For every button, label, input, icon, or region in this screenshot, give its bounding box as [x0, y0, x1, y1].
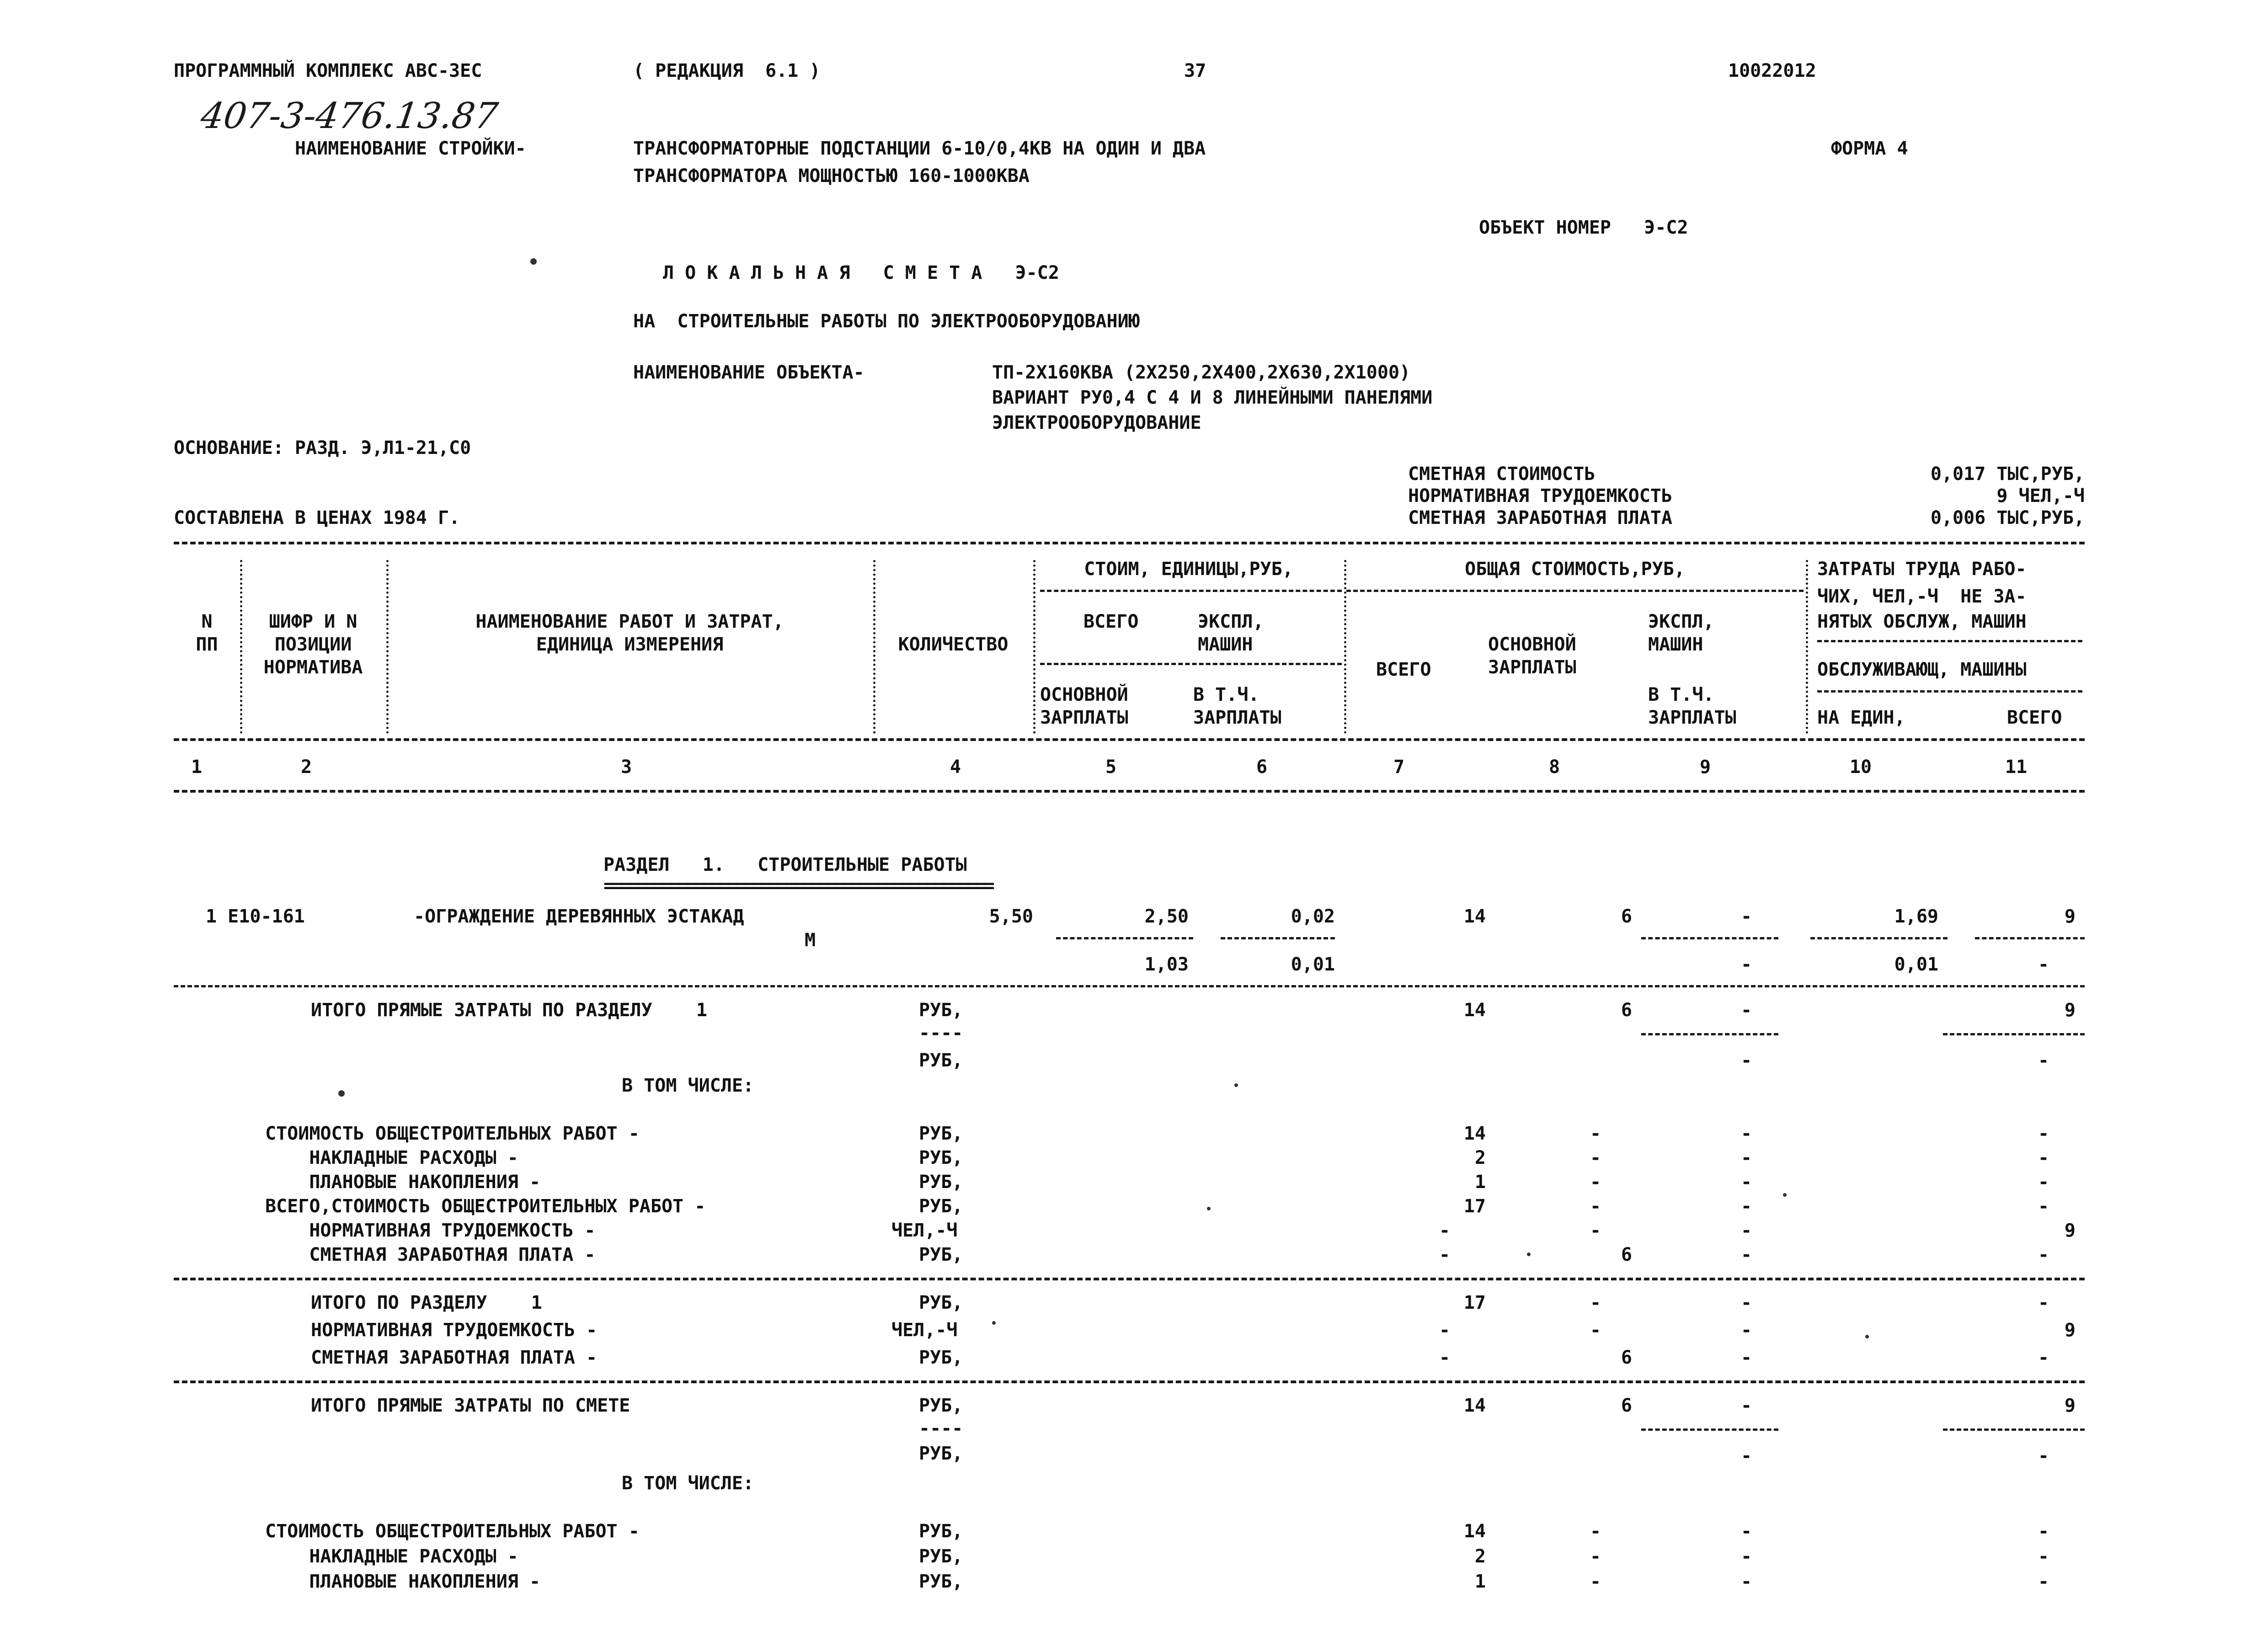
- page-number: 37: [1184, 60, 1206, 81]
- direct-costs-labor-2: -: [2038, 1050, 2049, 1071]
- breakdown-machines: -: [1740, 1571, 1752, 1592]
- breakdown-total: 2: [1474, 1147, 1486, 1168]
- estimate-direct-dashes: ----: [919, 1418, 963, 1439]
- breakdown-unit: РУБ,: [919, 1147, 963, 1168]
- item-machines: -: [1740, 906, 1752, 927]
- breakdown-unit: РУБ,: [919, 1196, 963, 1217]
- header-mid-rule: [174, 738, 2085, 741]
- prices-note: СОСТАВЛЕНА В ЦЕНАХ 1984 Г.: [174, 507, 460, 528]
- col-total-incl-2: ЗАРПЛАТЫ: [1648, 707, 1736, 728]
- breakdown-machines: -: [1740, 1220, 1752, 1241]
- divider: [1943, 1428, 2085, 1431]
- estimate-direct-unit: РУБ,: [919, 1395, 963, 1416]
- document-number: 10022012: [1728, 60, 1816, 81]
- item-unit-total: 2,50: [1144, 906, 1189, 927]
- breakdown-machines: -: [1740, 1521, 1752, 1542]
- total-value: -: [1439, 1320, 1451, 1341]
- object-line-1: ТП-2X160КВА (2X250,2X400,2X630,2X1000): [992, 362, 1411, 383]
- section-underline: ===============================================: [603, 875, 992, 896]
- scan-speck: [530, 258, 537, 265]
- direct-costs-dashes: ----: [919, 1023, 963, 1044]
- scan-speck: [338, 1090, 345, 1097]
- breakdown-base: -: [1590, 1172, 1601, 1193]
- estimate-direct-machines: -: [1740, 1395, 1752, 1416]
- direct-costs-machines: -: [1740, 1000, 1752, 1021]
- total-machines: -: [1740, 1347, 1752, 1368]
- col-total-mach-2: МАШИН: [1648, 634, 1703, 655]
- col-number: 11: [2005, 757, 2028, 778]
- total-value: -: [1439, 1347, 1451, 1368]
- breakdown-base: -: [1590, 1220, 1601, 1241]
- col-number: 2: [300, 757, 312, 778]
- breakdown-label: СТОИМОСТЬ ОБЩЕСТРОИТЕЛЬНЫХ РАБОТ -: [265, 1123, 640, 1144]
- breakdown-label: НОРМАТИВНАЯ ТРУДОЕМКОСТЬ -: [265, 1220, 596, 1241]
- total-unit: ЧЕЛ,-Ч: [891, 1320, 958, 1341]
- total-unit: РУБ,: [919, 1292, 963, 1313]
- total-machines: -: [1740, 1320, 1752, 1341]
- item-code: 1 Е10-161: [206, 906, 305, 927]
- col-total-base-1: ОСНОВНОЙ: [1488, 634, 1576, 655]
- summary-label-wages: СМЕТНАЯ ЗАРАБОТНАЯ ПЛАТА: [1408, 507, 1672, 528]
- object-line-3: ЭЛЕКТРООБОРУДОВАНИЕ: [992, 412, 1201, 433]
- breakdown-label: ПЛАНОВЫЕ НАКОПЛЕНИЯ -: [265, 1571, 541, 1592]
- header-bottom-rule: [174, 790, 2085, 793]
- scan-speck: [992, 1321, 996, 1325]
- breakdown-base: 6: [1621, 1244, 1632, 1265]
- form-label: ФОРМА 4: [1831, 138, 1908, 159]
- breakdown-machines: -: [1740, 1546, 1752, 1567]
- col-pp-label: ПП: [196, 634, 218, 655]
- total-labor: -: [2038, 1347, 2049, 1368]
- col-total-mach-1: ЭКСПЛ,: [1648, 611, 1714, 632]
- construction-line-2: ТРАНСФОРМАТОРА МОЩНОСТЬЮ 160-1000КВА: [633, 165, 1030, 187]
- col-total-all: ВСЕГО: [1376, 659, 1431, 680]
- breakdown-labor: -: [2038, 1546, 2049, 1567]
- col-number: 1: [191, 757, 203, 778]
- col-unit-incl-2: ЗАРПЛАТЫ: [1193, 707, 1281, 728]
- col-labor-2: ЧИХ, ЧЕЛ,-Ч НЕ ЗА-: [1817, 586, 2027, 607]
- construction-line-1: ТРАНСФОРМАТОРНЫЕ ПОДСТАНЦИИ 6-10/0,4КВ НА ОДИН И ДВА: [633, 138, 1206, 159]
- separator: [1806, 560, 1808, 734]
- item-labor-total: 9: [2064, 906, 2076, 927]
- col-unit-incl-1: В Т.Ч.: [1193, 684, 1259, 705]
- breakdown-unit: РУБ,: [919, 1123, 963, 1144]
- col-code-3: НОРМАТИВА: [263, 657, 363, 678]
- breakdown-unit: РУБ,: [919, 1244, 963, 1265]
- breakdown-label: ВСЕГО,СТОИМОСТЬ ОБЩЕСТРОИТЕЛЬНЫХ РАБОТ -: [265, 1196, 706, 1217]
- col-number: 4: [950, 757, 961, 778]
- breakdown-machines: -: [1740, 1123, 1752, 1144]
- item-labor-service: 0,01: [1894, 954, 1938, 975]
- col-labor-service: ОБСЛУЖИВАЮЩ, МАШИНЫ: [1817, 659, 2027, 680]
- total-base: -: [1590, 1292, 1601, 1313]
- col-unit-base-1: ОСНОВНОЙ: [1040, 684, 1128, 705]
- breakdown-unit: РУБ,: [919, 1571, 963, 1592]
- item-unit: М: [805, 930, 816, 951]
- col-code-2: ПОЗИЦИИ: [274, 634, 352, 655]
- total-base: -: [1590, 1320, 1601, 1341]
- construction-label: НАИМЕНОВАНИЕ СТРОЙКИ-: [295, 138, 526, 159]
- breakdown-machines: -: [1740, 1196, 1752, 1217]
- direct-costs-machines-2: -: [1740, 1050, 1752, 1071]
- breakdown-unit: РУБ,: [919, 1546, 963, 1567]
- divider: [1975, 937, 2085, 939]
- col-unit-base-2: ЗАРПЛАТЫ: [1040, 707, 1128, 728]
- breakdown-base: -: [1590, 1123, 1601, 1144]
- handwritten-code: 407-3-476.13.87: [198, 96, 501, 137]
- col-name-2: ЕДИНИЦА ИЗМЕРЕНИЯ: [536, 634, 724, 655]
- divider: [1040, 590, 1342, 592]
- total-labor: -: [2038, 1292, 2049, 1313]
- breakdown-label: СТОИМОСТЬ ОБЩЕСТРОИТЕЛЬНЫХ РАБОТ -: [265, 1521, 640, 1542]
- col-number: 10: [1849, 757, 1872, 778]
- estimate-total-rule: [174, 1380, 2085, 1383]
- total-labor: 9: [2064, 1320, 2076, 1341]
- breakdown-unit: ЧЕЛ,-Ч: [891, 1220, 958, 1241]
- col-unit-cost: СТОИМ, ЕДИНИЦЫ,РУБ,: [1084, 559, 1293, 580]
- col-name-1: НАИМЕНОВАНИЕ РАБОТ И ЗАТРАТ,: [475, 611, 784, 632]
- divider: [1346, 590, 1804, 592]
- scan-speck: [1527, 1253, 1531, 1256]
- row-rule: [174, 985, 2085, 987]
- breakdown-unit: РУБ,: [919, 1521, 963, 1542]
- total-label: НОРМАТИВНАЯ ТРУДОЕМКОСТЬ -: [311, 1320, 598, 1341]
- direct-costs-base-pay: 6: [1621, 1000, 1632, 1021]
- including-heading: В ТОМ ЧИСЛЕ:: [622, 1075, 754, 1096]
- col-total-cost: ОБЩАЯ СТОИМОСТЬ,РУБ,: [1465, 559, 1685, 580]
- object-number: ОБЪЕКТ НОМЕР Э-С2: [1479, 217, 1688, 238]
- col-total-base-2: ЗАРПЛАТЫ: [1488, 657, 1576, 678]
- breakdown-machines: -: [1740, 1147, 1752, 1168]
- scan-speck: [1865, 1335, 1869, 1338]
- divider: [1641, 937, 1778, 939]
- total-value: 17: [1463, 1292, 1486, 1313]
- col-unit-total: ВСЕГО: [1083, 611, 1139, 632]
- col-number: 6: [1256, 757, 1268, 778]
- divider: [1641, 1033, 1778, 1035]
- object-label: НАИМЕНОВАНИЕ ОБЪЕКТА-: [633, 362, 865, 383]
- estimate-direct-labor: 9: [2064, 1395, 2076, 1416]
- column-separators: [174, 560, 2085, 752]
- col-labor-total: ВСЕГО: [2007, 707, 2062, 728]
- summary-value-labor: 9 ЧЕЛ,-Ч: [1996, 485, 2085, 506]
- total-label: ИТОГО ПО РАЗДЕЛУ 1: [311, 1292, 542, 1313]
- col-number: 7: [1393, 757, 1405, 778]
- col-labor-3: НЯТЫХ ОБСЛУЖ, МАШИН: [1817, 611, 2027, 632]
- item-qty: 5,50: [989, 906, 1033, 927]
- divider: [1056, 937, 1193, 939]
- total-base: 6: [1621, 1347, 1632, 1368]
- divider: [1040, 663, 1342, 665]
- direct-costs-unit-2: РУБ,: [919, 1050, 963, 1071]
- edition: ( РЕДАКЦИЯ 6.1 ): [633, 60, 821, 81]
- breakdown-total: 17: [1463, 1196, 1486, 1217]
- col-unit-mach-2: МАШИН: [1198, 634, 1253, 655]
- estimate-direct-unit-2: РУБ,: [919, 1443, 963, 1464]
- item-total: 14: [1463, 906, 1486, 927]
- scan-speck: [1783, 1193, 1787, 1197]
- breakdown-labor: -: [2038, 1571, 2049, 1592]
- estimate-title: Л О К А Л Ь Н А Я С М Е Т А Э-С2: [663, 262, 1059, 283]
- divider: [1221, 937, 1335, 939]
- breakdown-label: НАКЛАДНЫЕ РАСХОДЫ -: [265, 1546, 518, 1567]
- item-unit-machines: 0,02: [1291, 906, 1335, 927]
- basis: ОСНОВАНИЕ: РАЗД. Э,Л1-21,С0: [174, 437, 471, 458]
- program-name: ПРОГРАММНЫЙ КОМПЛЕКС АВС-3ЕС: [174, 60, 482, 81]
- breakdown-total: 1: [1474, 1172, 1486, 1193]
- direct-costs-labor: 9: [2064, 1000, 2076, 1021]
- col-labor-unit: НА ЕДИН,: [1817, 707, 1905, 728]
- object-line-2: ВАРИАНТ РУ0,4 С 4 И 8 ЛИНЕЙНЫМИ ПАНЕЛЯМИ: [992, 387, 1433, 408]
- section-total-rule: [174, 1278, 2085, 1280]
- summary-value-wages: 0,006 ТЫС,РУБ,: [1930, 507, 2085, 528]
- scan-speck: [1234, 1083, 1238, 1087]
- breakdown-labor: 9: [2064, 1220, 2076, 1241]
- breakdown-label: СМЕТНАЯ ЗАРАБОТНАЯ ПЛАТА -: [265, 1244, 596, 1265]
- section-title: РАЗДЕЛ 1. СТРОИТЕЛЬНЫЕ РАБОТЫ: [603, 854, 967, 875]
- breakdown-labor: -: [2038, 1147, 2049, 1168]
- breakdown-labor: -: [2038, 1196, 2049, 1217]
- direct-costs-label: ИТОГО ПРЯМЫЕ ЗАТРАТЫ ПО РАЗДЕЛУ 1: [311, 1000, 707, 1021]
- divider: [1943, 1033, 2085, 1035]
- estimate-subtitle: НА СТРОИТЕЛЬНЫЕ РАБОТЫ ПО ЭЛЕКТРООБОРУДОВАНИЮ: [633, 311, 1140, 332]
- divider: [1817, 640, 2082, 642]
- scan-speck: [1207, 1207, 1211, 1210]
- breakdown-labor: -: [2038, 1123, 2049, 1144]
- breakdown-label: ПЛАНОВЫЕ НАКОПЛЕНИЯ -: [265, 1172, 541, 1193]
- separator: [1033, 560, 1035, 734]
- breakdown-labor: -: [2038, 1521, 2049, 1542]
- summary-value-cost: 0,017 ТЫС,РУБ,: [1930, 464, 2085, 485]
- breakdown-base: -: [1590, 1571, 1601, 1592]
- item-name: -ОГРАЖДЕНИЕ ДЕРЕВЯННЫХ ЭСТАКАД: [414, 906, 744, 927]
- total-unit: РУБ,: [919, 1347, 963, 1368]
- total-machines: -: [1740, 1292, 1752, 1313]
- estimate-direct-label: ИТОГО ПРЯМЫЕ ЗАТРАТЫ ПО СМЕТЕ: [311, 1395, 630, 1416]
- item-unit-base-pay: 1,03: [1144, 954, 1189, 975]
- breakdown-labor: -: [2038, 1244, 2049, 1265]
- breakdown-total: 14: [1463, 1521, 1486, 1542]
- direct-costs-unit: РУБ,: [919, 1000, 963, 1021]
- item-labor-unit: 1,69: [1894, 906, 1938, 927]
- col-number: 3: [620, 757, 632, 778]
- breakdown-total: 14: [1463, 1123, 1486, 1144]
- total-label: СМЕТНАЯ ЗАРАБОТНАЯ ПЛАТА -: [311, 1347, 598, 1368]
- estimate-direct-total: 14: [1463, 1395, 1486, 1416]
- item-incl-pay: -: [1740, 954, 1752, 975]
- breakdown-base: -: [1590, 1196, 1601, 1217]
- item-base-pay: 6: [1621, 906, 1632, 927]
- col-qty: КОЛИЧЕСТВО: [898, 634, 1009, 655]
- estimate-direct-machines-2: -: [1740, 1445, 1752, 1466]
- breakdown-base: -: [1590, 1521, 1601, 1542]
- col-code-1: ШИФР И N: [269, 611, 358, 632]
- including-heading-2: В ТОМ ЧИСЛЕ:: [622, 1473, 754, 1494]
- breakdown-machines: -: [1740, 1172, 1752, 1193]
- divider: [1810, 937, 1948, 939]
- col-n-label: N: [201, 611, 213, 632]
- divider: [1817, 690, 2082, 693]
- separator: [1344, 560, 1346, 734]
- item-labor-service-total: -: [2038, 954, 2049, 975]
- breakdown-base: -: [1590, 1147, 1601, 1168]
- col-number: 5: [1105, 757, 1117, 778]
- estimate-direct-base: 6: [1621, 1395, 1632, 1416]
- col-number: 8: [1548, 757, 1560, 778]
- summary-label-cost: СМЕТНАЯ СТОИМОСТЬ: [1408, 464, 1596, 485]
- breakdown-unit: РУБ,: [919, 1172, 963, 1193]
- breakdown-label: НАКЛАДНЫЕ РАСХОДЫ -: [265, 1147, 518, 1168]
- col-number: 9: [1699, 757, 1711, 778]
- divider: [1641, 1428, 1778, 1431]
- breakdown-machines: -: [1740, 1244, 1752, 1265]
- item-unit-incl-pay: 0,01: [1291, 954, 1335, 975]
- col-total-incl-1: В Т.Ч.: [1648, 684, 1714, 705]
- summary-label-labor: НОРМАТИВНАЯ ТРУДОЕМКОСТЬ: [1408, 485, 1672, 506]
- col-unit-mach-1: ЭКСПЛ,: [1198, 611, 1264, 632]
- breakdown-total: 1: [1474, 1571, 1486, 1592]
- breakdown-base: -: [1590, 1546, 1601, 1567]
- breakdown-total: 2: [1474, 1546, 1486, 1567]
- estimate-direct-labor-2: -: [2038, 1445, 2049, 1466]
- col-labor-1: ЗАТРАТЫ ТРУДА РАБО-: [1817, 559, 2027, 580]
- breakdown-total: -: [1439, 1220, 1451, 1241]
- breakdown-total: -: [1439, 1244, 1451, 1265]
- direct-costs-total: 14: [1463, 1000, 1486, 1021]
- breakdown-labor: -: [2038, 1172, 2049, 1193]
- header-top-rule: [174, 542, 2085, 544]
